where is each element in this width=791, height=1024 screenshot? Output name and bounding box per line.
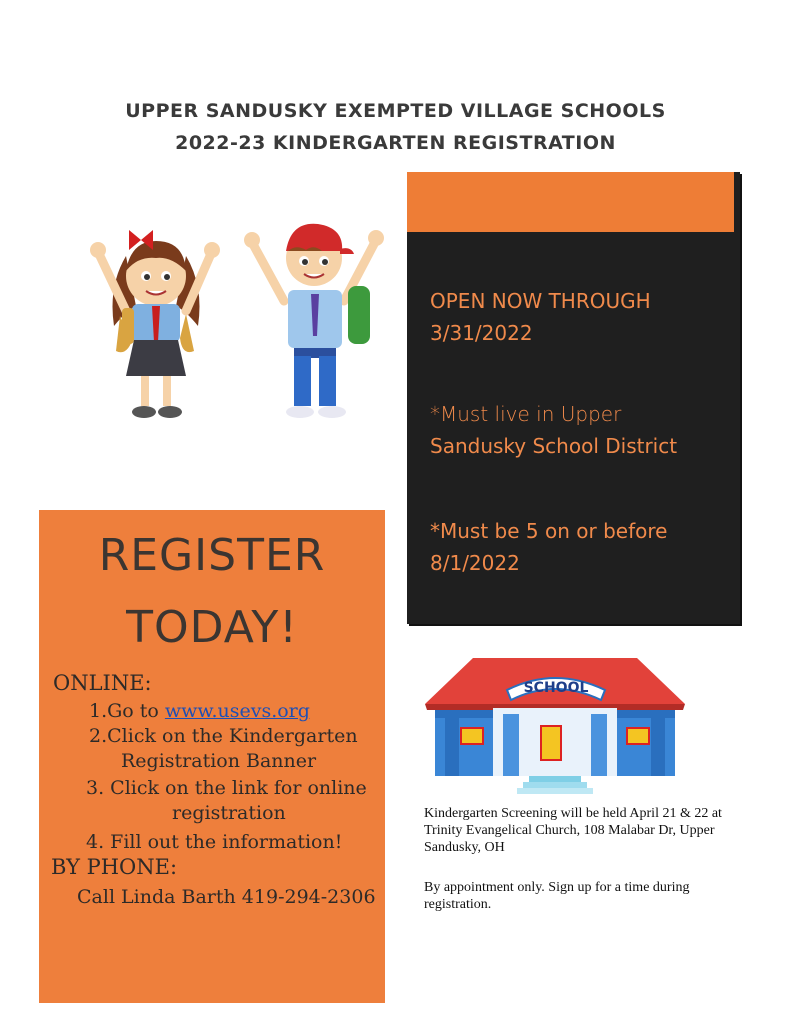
step-2-line2: Registration Banner bbox=[121, 750, 317, 772]
requirements-panel bbox=[407, 172, 740, 624]
title-line-2: 2022-23 KINDERGARTEN REGISTRATION bbox=[175, 132, 616, 154]
step-1 bbox=[89, 699, 310, 723]
open-through-label: OPEN NOW THROUGH bbox=[430, 289, 651, 313]
kids-illustration-icon bbox=[86, 216, 406, 431]
age-requirement-line1: *Must be 5 on or before bbox=[430, 519, 668, 543]
website-link[interactable]: www.usevs.org bbox=[164, 700, 310, 722]
step-3-line2: registration bbox=[172, 802, 286, 824]
step-1-prefix: 1.Go to bbox=[89, 700, 165, 722]
register-heading: REGISTER bbox=[98, 530, 326, 581]
residency-requirement-line2: Sandusky School District bbox=[430, 434, 678, 458]
orange-stripe bbox=[407, 172, 734, 232]
title-line-1: UPPER SANDUSKY EXEMPTED VILLAGE SCHOOLS bbox=[125, 100, 666, 122]
open-through-date: 3/31/2022 bbox=[430, 321, 533, 345]
school-sign-label: SCHOOL bbox=[523, 680, 589, 696]
today-heading: TODAY! bbox=[126, 602, 298, 653]
age-requirement-line2: 8/1/2022 bbox=[430, 551, 520, 575]
step-3-line1: 3. Click on the link for online bbox=[86, 777, 367, 799]
screening-info: Kindergarten Screening will be held April 21 & 22 at Trinity Evangelical Church, 108 Malabar Dr, Upper Sandusky, OH bbox=[424, 806, 722, 855]
appointment-info: By appointment only. Sign up for a time during registration. bbox=[424, 880, 690, 912]
phone-heading: BY PHONE: bbox=[51, 855, 178, 879]
step-4: 4. Fill out the information! bbox=[86, 831, 343, 853]
register-panel bbox=[39, 510, 385, 1003]
step-2-line1: 2.Click on the Kindergarten bbox=[89, 725, 358, 747]
phone-line: Call Linda Barth 419-294-2306 bbox=[77, 886, 376, 908]
residency-requirement-line1: *Must live in Upper bbox=[430, 402, 622, 426]
online-heading: ONLINE: bbox=[53, 671, 152, 695]
school-building-icon bbox=[425, 652, 685, 794]
